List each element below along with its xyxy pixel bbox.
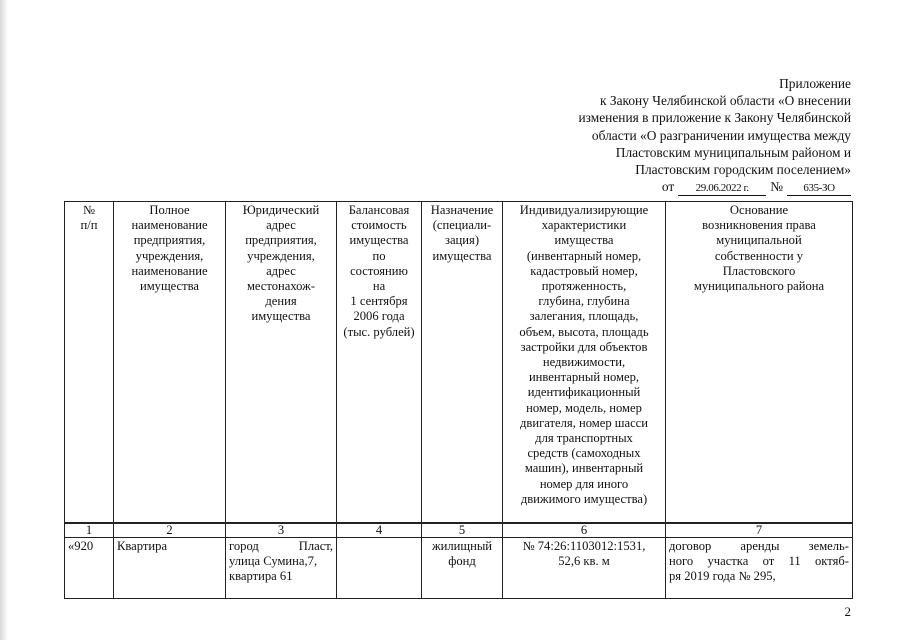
header-line: движимого имущества)	[520, 491, 648, 506]
scan-edge-shadow	[0, 0, 8, 640]
basis-line: договор аренды земель-	[669, 539, 849, 553]
header-line: Полное	[149, 203, 190, 217]
property-name-cell: Квартира	[114, 538, 226, 599]
header-line: п/п	[80, 218, 98, 233]
header-line: муниципального района	[693, 279, 825, 294]
header-line: предприятия,	[245, 233, 317, 248]
characteristics-line: № 74:26:1103012:1531,	[522, 539, 646, 553]
header-cell	[422, 202, 503, 524]
column-number: 5	[422, 523, 503, 538]
header-line: имущества	[432, 248, 492, 263]
header-line: объем, высота, площадь	[519, 324, 649, 339]
characteristics-line: 52,6 кв. м	[558, 554, 610, 569]
law-number: 635-ЗО	[787, 182, 851, 196]
address-line: улица Сумина,7,	[229, 554, 318, 569]
header-line: по	[372, 248, 386, 263]
column-number: 6	[503, 523, 666, 538]
header-line: учреждения,	[135, 248, 204, 263]
header-line: Юридический	[242, 203, 320, 217]
ownership-basis-cell	[666, 538, 853, 599]
header-line: номер, модель, номер	[526, 400, 642, 415]
column-number: 7	[666, 523, 853, 538]
appendix-line: Пластовским городским поселением»	[635, 162, 851, 178]
header-line: имущества	[251, 309, 311, 324]
header-line: для транспортных	[535, 431, 633, 446]
law-date: 29.06.2022 г.	[678, 182, 766, 196]
appendix-line: области «О разграничении имущества между	[591, 127, 851, 143]
header-line: 2006 года	[353, 309, 405, 324]
header-line: характеристики	[541, 218, 627, 233]
characteristics-cell	[503, 538, 666, 599]
header-line: возникновения права	[702, 218, 816, 233]
header-cell	[226, 202, 337, 524]
basis-line: ря 2019 года № 295,	[669, 569, 776, 584]
header-line: Пластовского	[722, 263, 796, 278]
balance-value-cell	[337, 538, 422, 599]
property-table	[64, 201, 853, 599]
table-row	[65, 538, 853, 599]
purpose-line: жилищный	[431, 539, 493, 553]
header-line: глубина, глубина	[538, 294, 630, 309]
header-line: имущества	[349, 233, 409, 248]
header-line: состоянию	[350, 263, 408, 278]
header-line: 1 сентября	[350, 294, 408, 309]
appendix-line: Пластовским муниципальным районом и	[615, 144, 851, 160]
column-number: 4	[337, 523, 422, 538]
header-line: протяженность,	[541, 279, 627, 294]
header-line: (инвентарный номер,	[526, 248, 642, 263]
header-line: адрес	[266, 263, 296, 278]
header-line: наименование	[131, 263, 208, 278]
column-number: 1	[65, 523, 114, 538]
header-line: Назначение	[430, 203, 494, 217]
header-line: номер для иного	[539, 476, 629, 491]
header-line: залегания, площадь,	[529, 309, 639, 324]
law-reference	[551, 178, 851, 196]
purpose-cell	[422, 538, 503, 599]
header-line: имущества	[139, 279, 200, 294]
header-line: собственности у	[714, 248, 804, 263]
header-line: (тыс. рублей)	[343, 324, 415, 339]
table-header-row	[65, 202, 853, 524]
header-line: наименование	[131, 218, 208, 233]
header-line: адрес	[266, 218, 296, 233]
header-line: (специали-	[432, 218, 492, 233]
header-line: имущества	[554, 233, 614, 248]
appendix-title: Приложение	[779, 76, 851, 91]
number-label: №	[770, 179, 783, 195]
header-line: кадастровый номер,	[530, 263, 638, 278]
property-address-cell	[226, 538, 337, 599]
header-cell	[114, 202, 226, 524]
address-line: квартира 61	[229, 569, 293, 584]
header-line: предприятия,	[133, 233, 206, 248]
header-line: №	[82, 203, 96, 217]
header-cell	[503, 202, 666, 524]
header-line: застройки для объектов	[520, 339, 648, 354]
header-line: идентификационный	[527, 385, 641, 400]
appendix-header	[551, 75, 851, 196]
header-line: средств (самоходных	[527, 446, 641, 461]
appendix-line: к Закону Челябинской области «О внесении	[600, 93, 851, 109]
column-number: 2	[114, 523, 226, 538]
header-line: Индивидуализирующие	[519, 203, 649, 217]
header-cell	[65, 202, 114, 524]
header-line: дения	[265, 294, 297, 309]
row-number-cell: «920	[65, 538, 114, 599]
header-cell	[337, 202, 422, 524]
from-label: от	[661, 179, 675, 195]
header-line: инвентарный номер,	[528, 370, 640, 385]
header-line: зация)	[444, 233, 480, 248]
page-number: 2	[844, 604, 851, 619]
header-line: учреждения,	[247, 248, 315, 263]
purpose-line: фонд	[448, 554, 476, 569]
column-number-row	[65, 523, 853, 538]
header-line: на	[372, 279, 386, 294]
header-line: двигателя, номер шасси	[520, 415, 648, 430]
header-line: Основание	[729, 203, 789, 217]
header-line: Балансовая	[348, 203, 410, 217]
header-line: муниципальной	[716, 233, 802, 248]
header-cell	[666, 202, 853, 524]
basis-line: ного участка от 11 октяб-	[669, 554, 849, 569]
address-line: город Пласт,	[229, 539, 333, 553]
column-number: 3	[226, 523, 337, 538]
appendix-line: изменения в приложение к Закону Челябинской	[578, 110, 851, 126]
header-line: стоимость	[351, 218, 407, 233]
header-line: местонахож-	[246, 279, 316, 294]
header-line: недвижимости,	[542, 355, 626, 370]
header-line: машин), инвентарный	[524, 461, 644, 476]
